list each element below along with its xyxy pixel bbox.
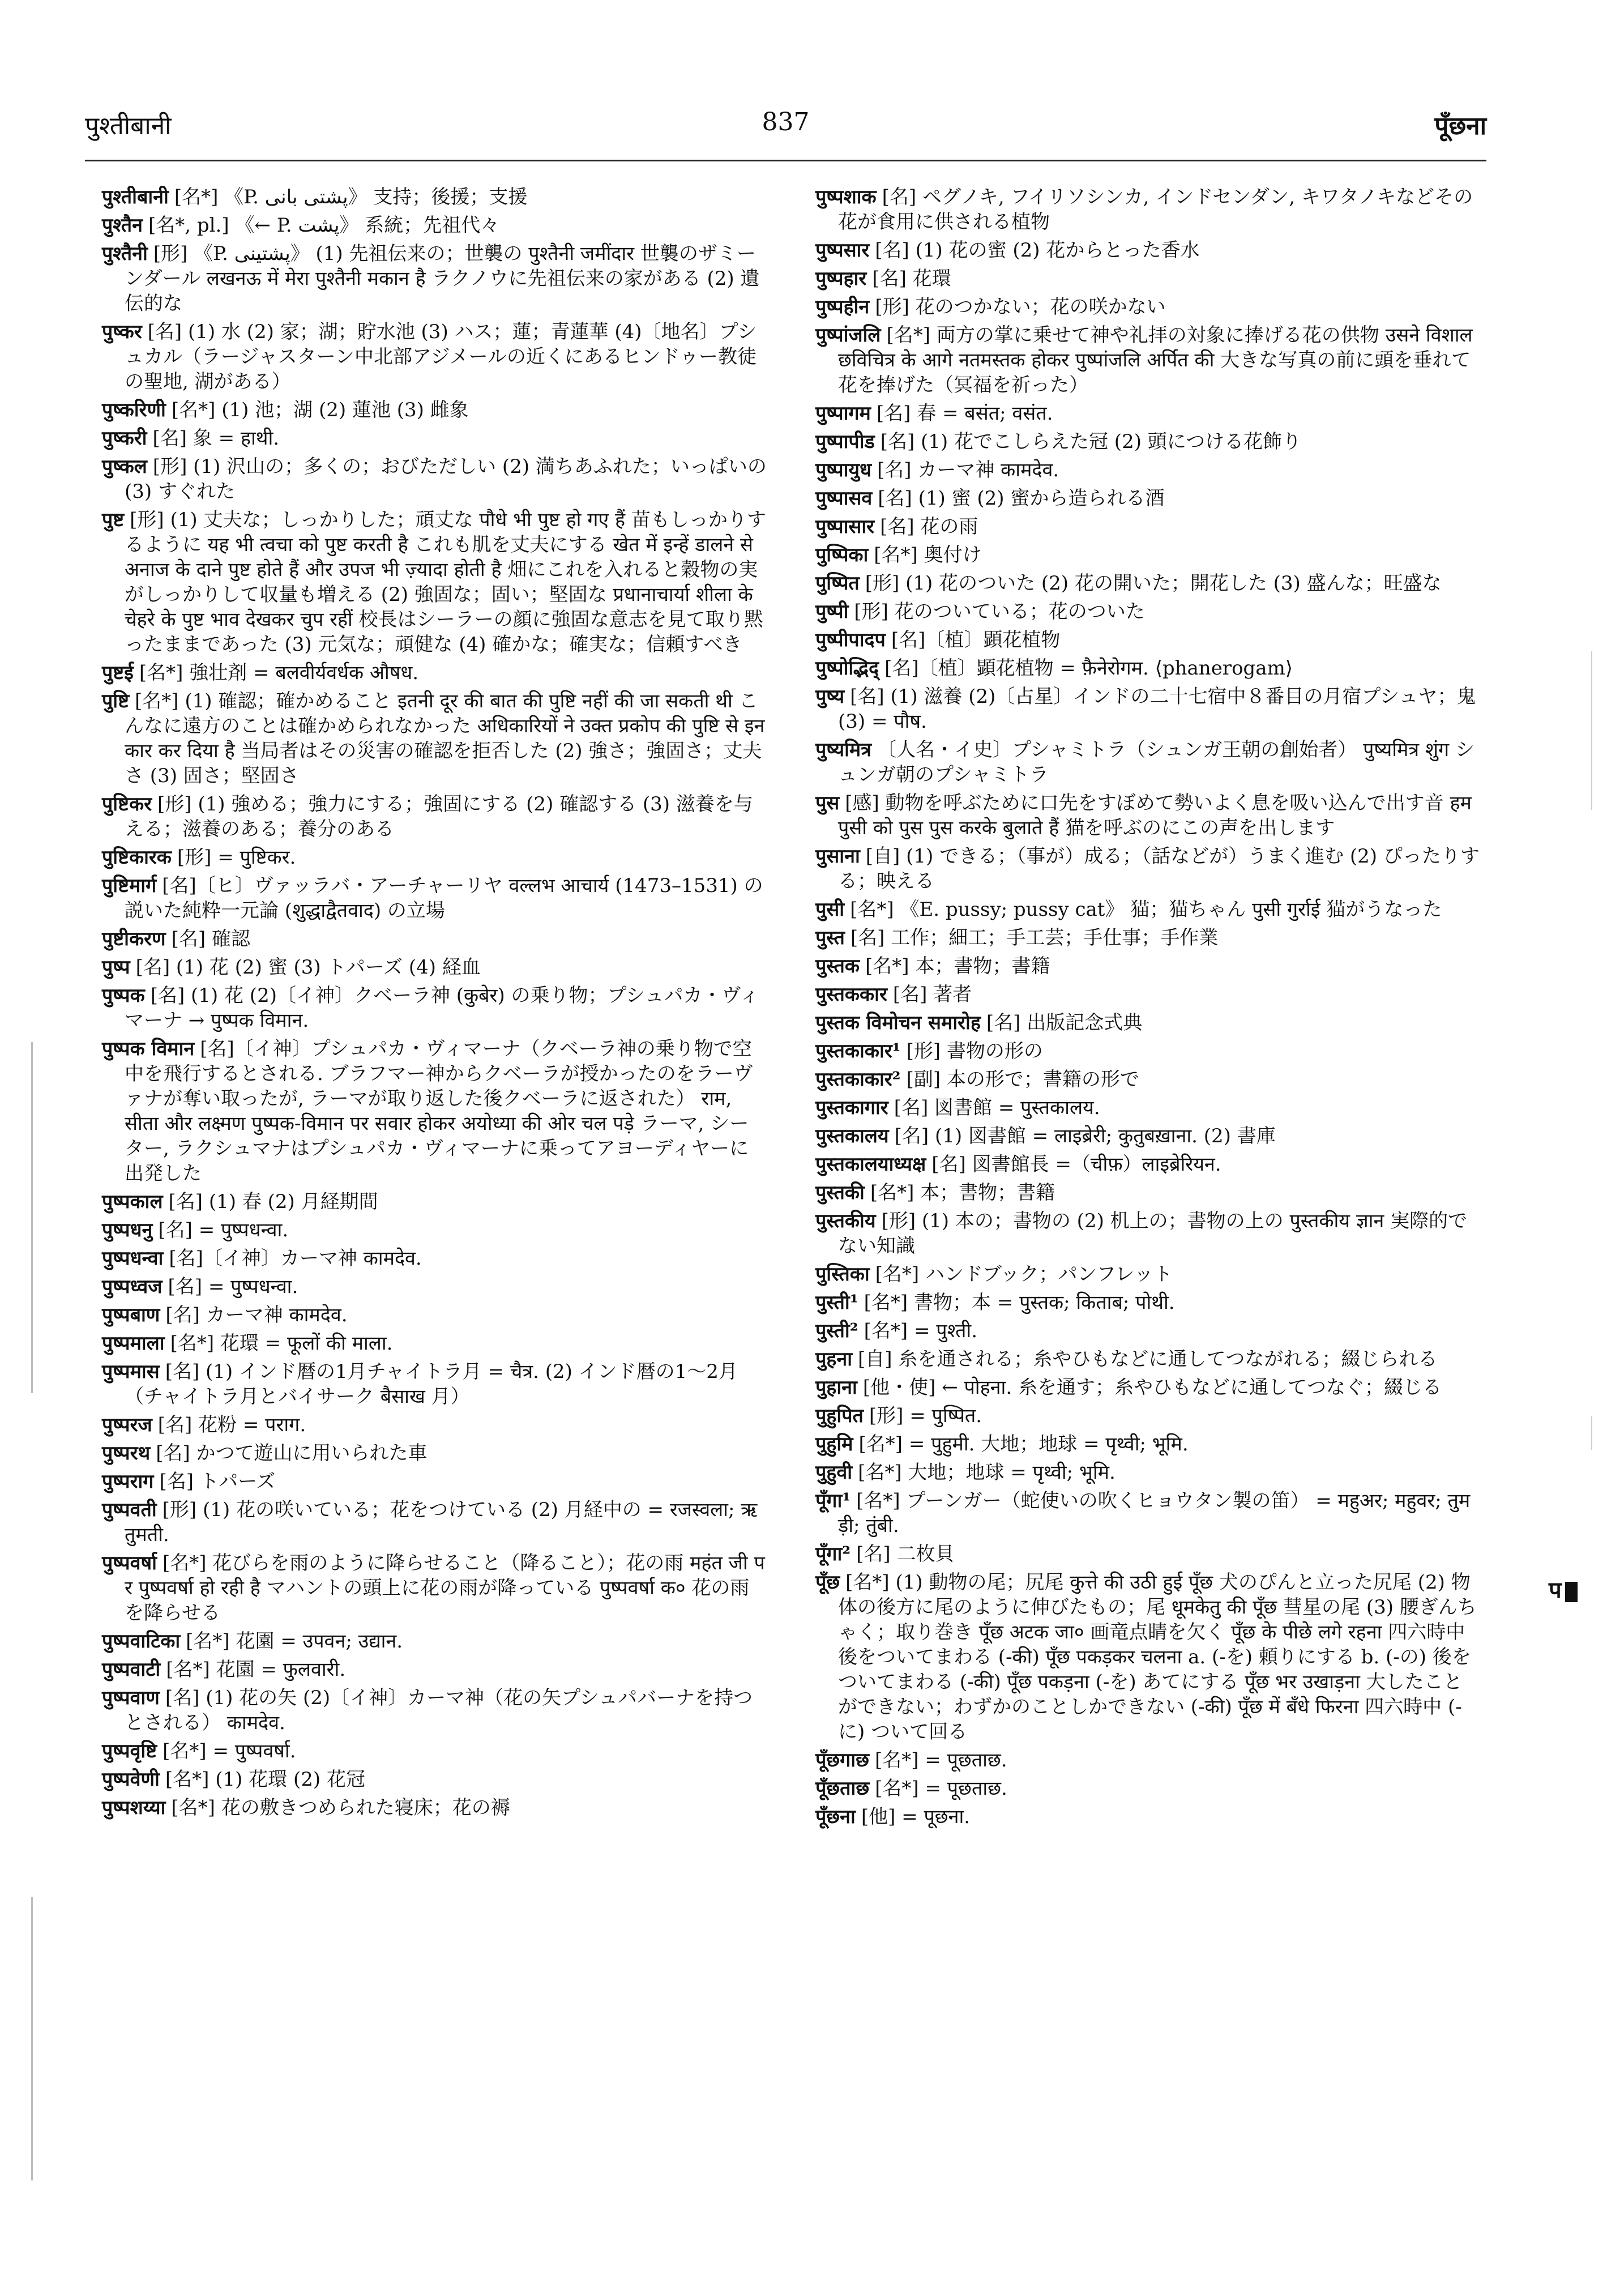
entry-definition: [名]〔植〕顕花植物 [891,629,1061,651]
entry-definition: [名] カーマ神 कामदेव. [165,1304,348,1326]
entry-definition: [名] (1) 花 (2) 蜜 (3) トパーズ (4) 経血 [135,956,481,979]
dictionary-entry [815,897,1481,922]
dictionary-entry [815,429,1481,454]
entry-headword: पूँछना [815,1806,856,1828]
entry-definition: [形] (1) 沢山の；多くの；おびただしい (2) 満ちあふれた；いっぱいの (3) すぐれた [125,455,767,503]
entry-definition: [名]〔イ神〕カーマ神 कामदेव. [169,1247,422,1270]
entry-headword: पुष्प [102,956,130,979]
dictionary-entry [102,1685,767,1735]
dictionary-entry [815,1262,1481,1287]
right-guide-word: पूँछना [1434,112,1486,140]
left-column [102,185,767,1824]
entry-headword: पुष्पवाण [102,1687,160,1709]
entry-headword: पुष्पापीड [815,430,875,453]
entry-definition: [名] = पुष्पधन्वा. [158,1219,289,1241]
entry-headword: पुष्पध्वज [102,1275,163,1298]
entry-headword: पुष्पमाला [102,1332,165,1355]
dictionary-entry [815,323,1481,398]
entry-headword: पूँगा¹ [815,1489,851,1512]
entry-definition: [名]〔ヒ〕ヴァッラバ・アーチャーリヤ वल्लभ आचार्य (1473–1531) の説いた純粋一元論 (शुद्धाद्वैतवाद) の立場 [125,874,763,922]
entry-headword: पुस्ती¹ [815,1291,858,1314]
entry-definition: [他・使] ← पोहना. 糸を通す；糸やひもなどに通してつなぐ；綴じる [862,1376,1442,1399]
entry-definition: [名] トパーズ [159,1470,276,1493]
entry-definition: [名*] = पूछताछ. [874,1749,1007,1772]
entry-definition: [自] 糸を通される；糸やひもなどに通してつながれる；綴じられる [858,1348,1438,1371]
header-rule [85,160,1486,161]
entry-definition: [名] カーマ神 कामदेव. [877,459,1059,481]
entry-headword: पुष्कल [102,455,147,478]
entry-headword: पुस्तकालयाध्यक्ष [815,1153,926,1176]
entry-headword: पुष्पमास [102,1360,160,1383]
dictionary-entry [815,1804,1481,1829]
entry-definition: [名*] 《P. پشتی بانی》 支持；後援；支援 [174,186,528,208]
entry-headword: पुहुवी [815,1461,853,1484]
entry-definition: [名] (1) 花 (2)〔イ神〕クベーラ神 (कुबेर) の乗り物；プシュパカ・ヴィマーナ → पुष्पक विमान. [125,984,759,1032]
dictionary-entry [102,845,767,870]
entry-headword: पुष्पायुध [815,459,872,481]
dictionary-entry [815,1432,1481,1457]
entry-headword: पुहाना [815,1376,857,1399]
dictionary-entry [815,1460,1481,1485]
entry-headword: पुष्य [815,685,845,708]
entry-headword: पुष्पीपादप [815,629,886,651]
entry-definition: [名] (1) 蜜 (2) 蜜から造られる酒 [878,487,1165,510]
entry-definition: [名] かつて遊山に用いられた車 [156,1442,428,1465]
entry-definition: [形] 《P. پشتینی》 (1) 先祖伝来の；世襲の पुश्तैनी जमींदार 世襲のザミーンダール लखनऊ में मेरा पुश्तैनी मकान है ラクノウに先祖伝来の家がある (2) 遺伝的な [125,242,760,315]
entry-headword: पुष्ट [102,509,125,531]
dictionary-entry [815,1067,1481,1092]
dictionary-entry [102,873,767,923]
entry-headword: पुष्पवती [102,1499,157,1521]
entry-headword: पुस्तक [815,955,860,978]
entry-headword: पुष्टई [102,661,134,684]
dictionary-entry [815,1180,1481,1205]
entry-definition: [名] 花の雨 [880,515,978,538]
entry-definition: [名*] (1) 動物の尾；尻尾 कुत्ते की उठी हुई पूँछ 犬のぴんと立った尻尾 (2) 物体の後方に尾のように伸びたもの；尾 धूमकेतु की पूँछ 彗星の尾 (3) 腰ぎんちゃく；取り巻き पूँछ अटक जा० 画竜点睛を欠く पूँछ के पीछे लगे रहना 四六時中後をついてまわる (-की) पूँछ पकड़कर चलना a. (-を) 頼りにする b. (-の) 後をついてまわる (-की) पूँछ पकड़ना (-を) あてにする पूँछ भर उखाड़ना 大したことができない；わずかのことしかできない (-की) पूँछ में बँधे फिरना 四六時中 (-に) ついて回る [838,1571,1477,1743]
entry-headword: पुष्पकाल [102,1190,163,1213]
entry-headword: पुहुपित [815,1405,864,1427]
entry-headword: पुष्पबाण [102,1304,160,1326]
dictionary-entry [815,737,1481,787]
dictionary-entry [815,294,1481,319]
entry-definition: [名] 図書館 = पुस्तकालय. [894,1096,1100,1119]
entry-headword: पुष्पासव [815,487,873,510]
entry-headword: पुस्तक विमोचन समारोह [815,1011,981,1034]
entry-headword: पुष्कर [102,321,142,343]
entry-headword: पुस्तकी [815,1181,865,1204]
entry-definition: [名] = पुष्पधन्वा. [168,1275,298,1298]
dictionary-entry [102,1331,767,1356]
dictionary-entry [102,927,767,951]
entry-definition: [名] (1) 水 (2) 家；湖；貯水池 (3) ハス；蓮；青蓮華 (4)〔地名〕プシュカル（ラージャスターン中北部アジメールの近くにあるヒンドゥー教徒の聖地, 湖がある） [125,321,757,393]
dictionary-entry [102,1767,767,1792]
entry-definition: [名] 出版記念式典 [986,1011,1143,1034]
entry-headword: पुष्पित [815,572,860,595]
entry-headword: पुस्त [815,927,845,949]
entry-headword: पुस [815,792,840,814]
dictionary-entry [815,1570,1481,1744]
entry-headword: पुश्तैन [102,214,143,237]
entry-definition: [名] 花環 [872,267,951,290]
entry-headword: पुष्टिमार्ग [102,874,157,897]
dictionary-entry [102,1218,767,1243]
entry-headword: पुष्पिका [815,544,869,566]
dictionary-entry [102,1441,767,1466]
entry-definition: [形] (1) 本の；書物の (2) 机上の；書物の上の पुस्तकीय ज्ञान 実際的でない知識 [838,1210,1468,1257]
entry-definition: [形] 書物の形の [906,1040,1043,1062]
entry-definition: [名] (1) 滋養 (2)〔占星〕インドの二十七宿中８番目の月宿プシュヤ；鬼 (3) = पौष. [838,685,1476,733]
entry-definition: [名*] (1) 花環 (2) 花冠 [165,1768,365,1791]
entry-headword: पुष्पशाक [815,186,877,208]
dictionary-entry [102,1657,767,1682]
entry-definition: [名*] = पुश्ती. [864,1320,978,1342]
binding-shadow [31,1897,33,2180]
dictionary-entry [815,1290,1481,1315]
dictionary-entry [815,982,1481,1007]
entry-headword: पुष्पशय्या [102,1796,166,1819]
entry-definition: [名*] 花園 = फुलवारी. [166,1658,346,1681]
entry-headword: पुष्टीकरण [102,928,166,950]
dictionary-entry [102,1189,767,1214]
entry-headword: पुश्तीबानी [102,186,169,208]
entry-definition: [名] (1) インド暦の1月チャイトラ月 = चैत्र. (2) インド暦の1〜2月（チャイトラ月とバイサーク बैसाख 月） [125,1360,738,1408]
entry-definition: [自] (1) できる；（事が）成る；（話などが）うまく進む (2) ぴったりする；映える [838,845,1480,893]
dictionary-entry [815,514,1481,539]
entry-definition: [名*] (1) 確認；確かめること इतनी दूर की बात की पुष्टि नहीं की जा सकती थी こんなに遠方のことは確かめられなかった अधिकारियों ने उक्त प्रकोप की पुष्टि से इनकार कर दिया है 当局者はその災害の確認を拒否した (2) 強さ；強固さ；丈夫さ (3) 固さ；堅固さ [125,690,765,787]
entry-definition: [形] (1) 花のついた (2) 花の開いた；開花した (3) 盛んな；旺盛な [865,572,1442,595]
dictionary-entry [815,185,1481,234]
dictionary-entry [102,241,767,316]
entry-headword: पुहना [815,1348,853,1371]
dictionary-entry [102,185,767,210]
dictionary-entry [815,486,1481,511]
dictionary-entry [102,1412,767,1437]
entry-definition: [名*] 花環 = फूलों की माला. [170,1332,393,1355]
entry-definition: [名*] プーンガー（蛇使いの吹くヒョウタン製の笛） = महुअर; महुवर; तुमड़ी; तुंबी. [838,1489,1471,1537]
entry-definition: [形] (1) 強める；強力にする；強固にする (2) 確認する (3) 滋養を与える；滋養のある；養分のある [125,793,753,840]
dictionary-entry [815,1124,1481,1149]
entry-definition: [名*, pl.] 《← P. پشت》 系統；先祖代々 [148,214,500,237]
entry-headword: पुष्यमित्र [815,739,872,761]
entry-headword: पुस्तककार [815,983,887,1006]
dictionary-entry [102,1629,767,1654]
entry-headword: पुस्तकाकार² [815,1068,901,1091]
entry-headword: पुष्परज [102,1414,152,1436]
dictionary-entry [102,454,767,504]
entry-definition: [形] 花のついている；花のついた [854,600,1145,623]
entry-headword: पुष्पोद्भिद् [815,657,879,680]
thumb-index-tab [1549,1573,1578,1604]
entry-headword: पुष्पवृष्टि [102,1740,157,1762]
dictionary-entry [815,543,1481,567]
dictionary-entry [102,1359,767,1409]
thumb-index-letter: प [1549,1577,1562,1603]
dictionary-entry [102,1469,767,1494]
dictionary-entry [815,1010,1481,1035]
entry-headword: पुष्पधन्वा [102,1247,164,1270]
dictionary-entry [102,426,767,451]
entry-headword: पुष्पहार [815,267,867,290]
dictionary-entry [815,1209,1481,1258]
entry-headword: पूँछताछ [815,1777,870,1800]
dictionary-entry [102,1303,767,1328]
entry-headword: पुस्तकीय [815,1210,876,1232]
dictionary-entry [815,656,1481,681]
entry-definition: [名] (1) 花の蜜 (2) 花からとった香水 [875,239,1200,262]
dictionary-entry [102,1551,767,1625]
entry-definition: [名] (1) 春 (2) 月経期間 [168,1190,378,1213]
binding-shadow [31,1042,33,1393]
entry-definition: [名] 二枚貝 [856,1543,955,1565]
dictionary-entry [102,1036,767,1186]
entry-definition: [名] 象 = हाथी. [152,427,280,450]
page-edge-mark [1591,1416,1592,1450]
entry-headword: पुष्टि [102,690,129,712]
entry-definition: [名] (1) 花でこしらえた冠 (2) 頭につける花飾り [880,430,1302,453]
entry-definition: [名*] ハンドブック；パンフレット [875,1263,1173,1286]
page-header [85,108,1486,153]
dictionary-entry [815,238,1481,263]
dictionary-entry [815,599,1481,624]
dictionary-entry [102,1246,767,1271]
entry-headword: पुष्पी [815,600,849,623]
entry-definition: [名] 花粉 = पराग. [157,1414,306,1436]
dictionary-entry [102,398,767,422]
entry-headword: पुहुमि [815,1433,853,1456]
entry-definition: [名] (1) 図書館 = लाइब्रेरी; कुतुबख़ाना. (2) 書庫 [894,1125,1276,1147]
dictionary-entry [102,1274,767,1299]
dictionary-entry [815,1347,1481,1372]
dictionary-entry [815,954,1481,979]
dictionary-entry [102,213,767,238]
entry-definition: [名*] 強壮剤 = बलवीर्यवर्धक औषध. [139,661,419,684]
dictionary-entry [815,1748,1481,1773]
entry-definition: [名]〔イ神〕プシュパカ・ヴィマーナ（クベーラ神の乗り物で空中を飛行するとされる. ブラフマー神からクベーラが授かったのをラーヴァナが奪い取ったが, ラーマが取り返した後クベーラに返された） राम, सीता और लक्ष्मण पुष्पक-विमान पर सवार होकर अयोध्या की ओर चल पड़े ラーマ, シーター, ラクシュマナはプシュパカ・ヴィマーナに乗ってアヨーディヤーに出発した [125,1038,753,1185]
entry-definition: [名*] 両方の掌に乗せて神や礼拝の対象に捧げる花の供物 उसने विशाल छविचित्र के आगे नतमस्तक होकर पुष्पांजलि अर्पित की 大きな写真の前に頭を垂れて花を捧げた（冥福を祈った） [838,324,1473,396]
entry-headword: पुष्पांजलि [815,324,881,347]
entry-headword: पूँछगाछ [815,1749,869,1772]
entry-headword: पुष्पवाटी [102,1658,161,1681]
entry-headword: पुष्पवेणी [102,1768,160,1791]
dictionary-entry [102,660,767,685]
dictionary-entry [815,925,1481,950]
entry-definition: [名*] = पूछताछ. [875,1777,1007,1800]
entry-headword: पुष्पासार [815,515,875,538]
dictionary-entry [815,1039,1481,1064]
entry-definition: [名*] (1) 池；湖 (2) 蓮池 (3) 雌象 [171,399,469,421]
dictionary-entry [815,684,1481,734]
entry-definition: [名*] 書物；本 = पुस्तक; किताब; पोथी. [864,1291,1175,1314]
entry-headword: पूँछ [815,1571,840,1594]
entry-headword: पुष्पहीन [815,296,870,318]
entry-headword: पुस्तकागार [815,1096,888,1119]
entry-headword: पुस्तिका [815,1263,870,1286]
entry-definition: [感] 動物を呼ぶために口先をすぼめて勢いよく息を吸い込んで出す音 हम पुसी को पुस पुस करके बुलाते हैं 猫を呼ぶのにこの声を出します [838,792,1472,839]
dictionary-entry [815,791,1481,840]
left-guide-word: पुश्तीबानी [85,112,172,140]
dictionary-entry [815,1488,1481,1538]
dictionary-entry [815,401,1481,426]
entry-headword: पुश्तैनी [102,242,148,265]
dictionary-entry [815,1403,1481,1428]
thumb-index-marker [1565,1582,1578,1602]
entry-headword: पुष्करिणी [102,399,166,421]
dictionary-entry [815,1375,1481,1400]
dictionary-entry [815,1542,1481,1567]
entry-definition: [名*] = पुहुमी. 大地；地球 = पृथ्वी; भूमि. [858,1433,1189,1456]
entry-definition: [名*] 本；書物；書籍 [865,955,1050,978]
entry-headword: पुसाना [815,845,860,868]
dictionary-entry [102,319,767,394]
dictionary-entry [815,458,1481,483]
dictionary-entry [102,1795,767,1820]
entry-headword: पुसी [815,898,845,921]
entry-headword: पुष्परथ [102,1442,151,1465]
entry-headword: पुस्तकाकार¹ [815,1040,901,1062]
entry-definition: [形] 花のつかない；花の咲かない [875,296,1166,318]
entry-definition: [形] (1) 丈夫な；しっかりした；頑丈な पौधे भी पुष्ट हो गए हैं 苗もしっかりするように यह भी त्वचा को पुष्ट करती है これも肌を丈夫にする खेत में इन्हें डालने से अनाज के दाने पुष्ट होते हैं और उपज भी ज़्यादा होती है 畑にこれを入れると穀物の実がしっかりして収量も増える (2) 強固な；固い；堅固な प्रधानाचार्या शीला के चेहरे के पुष्ट भाव देखकर चुप रहीं 校長はシーラーの顔に強固な意志を見て取り黙ったままであった (3) 元気な；頑健な (4) 確かな；確実な；信頼すべき [125,509,766,656]
dictionary-entry [815,571,1481,596]
entry-definition: [名] 著者 [892,983,972,1006]
entry-definition: 〔人名・イ史〕プシャミトラ（シュンガ王朝の創始者） पुष्यमित्र शुंग シュンガ朝のプシャミトラ [838,739,1475,786]
dictionary-entry [815,844,1481,894]
entry-definition: [名]〔植〕顕花植物 = फ़ैनेरोगम. ⟨phanerogam⟩ [884,657,1293,680]
dictionary-entry [815,1152,1481,1177]
entry-headword: पुस्ती² [815,1320,858,1342]
entry-definition: [名*] 花びらを雨のように降らせること（降ること）；花の雨 महंत जी पर पुष्पवर्षा हो रही है マハントの頭上に花の雨が降っている पुष्पवर्षा क० 花の雨を降らせる [125,1552,765,1624]
entry-headword: पुष्पसार [815,239,870,262]
entry-definition: [名] ペグノキ, フイリソシンカ, インドセンダン, キワタノキなどその花が食用に供される植物 [838,186,1473,233]
entry-headword: पुष्टिकारक [102,846,172,869]
entry-definition: [名] 図書館長 =（चीफ़）लाइब्रेरियन. [931,1153,1221,1176]
entry-headword: पुष्टिकर [102,793,152,816]
entry-definition: [名*] 奥付け [874,544,982,566]
entry-headword: पूँगा² [815,1543,851,1565]
entry-headword: पुष्पक [102,984,145,1007]
right-column [815,185,1481,1833]
entry-definition: [名*] 花の敷きつめられた寝床；花の褥 [171,1796,510,1819]
entry-definition: [名*] = पुष्पवर्षा. [163,1740,296,1762]
entry-headword: पुष्पागम [815,402,871,425]
entry-headword: पुष्पवर्षा [102,1552,157,1574]
entry-definition: [名] 工作；細工；手工芸；手仕事；手作業 [850,927,1219,949]
dictionary-entry [102,507,767,657]
dictionary-entry [815,1776,1481,1801]
entry-headword: पुष्पक विमान [102,1038,195,1060]
entry-definition: [他] = पूछना. [861,1806,971,1828]
dictionary-entry [102,1497,767,1547]
entry-definition: [形] = पुष्पित. [869,1405,982,1427]
dictionary-entry [102,983,767,1033]
dictionary-entry [102,792,767,842]
entry-definition: [形] (1) 花の咲いている；花をつけている (2) 月経中の = रजस्वला; ऋतुमती. [125,1499,758,1546]
entry-definition: [名*] 花園 = उपवन; उद्यान. [186,1630,403,1653]
entry-definition: [副] 本の形で；書籍の形で [906,1068,1139,1091]
dictionary-entry [815,266,1481,291]
entry-headword: पुष्पधनु [102,1219,153,1241]
entry-definition: [名*] 大地；地球 = पृथ्वी; भूमि. [858,1461,1116,1484]
entry-headword: पुस्तकालय [815,1125,889,1147]
entry-definition: [名*] 《E. pussy; pussy cat》 猫；猫ちゃん पुसी गुर्राई 猫がうなった [850,898,1442,921]
page-edge-mark [1591,651,1592,810]
dictionary-entry [815,1318,1481,1343]
entry-definition: [形] = पुष्टिकर. [177,846,296,869]
entry-definition: [名] 確認 [171,928,250,950]
dictionary-entry [102,689,767,788]
entry-headword: पुष्पराग [102,1470,154,1493]
page-number: 837 [762,108,810,136]
entry-definition: [名] 春 = बसंत; वसंत. [876,402,1053,425]
dictionary-entry [102,1739,767,1764]
dictionary-entry [102,955,767,980]
entry-headword: पुष्करी [102,427,147,450]
entry-definition: [名*] 本；書物；書籍 [870,1181,1055,1204]
entry-headword: पुष्पवाटिका [102,1630,181,1653]
dictionary-entry [815,628,1481,652]
entry-definition: [名] (1) 花の矢 (2)〔イ神〕カーマ神（花の矢プシュパバーナを持つとされる） कामदेव. [125,1687,753,1734]
dictionary-entry [815,1095,1481,1120]
